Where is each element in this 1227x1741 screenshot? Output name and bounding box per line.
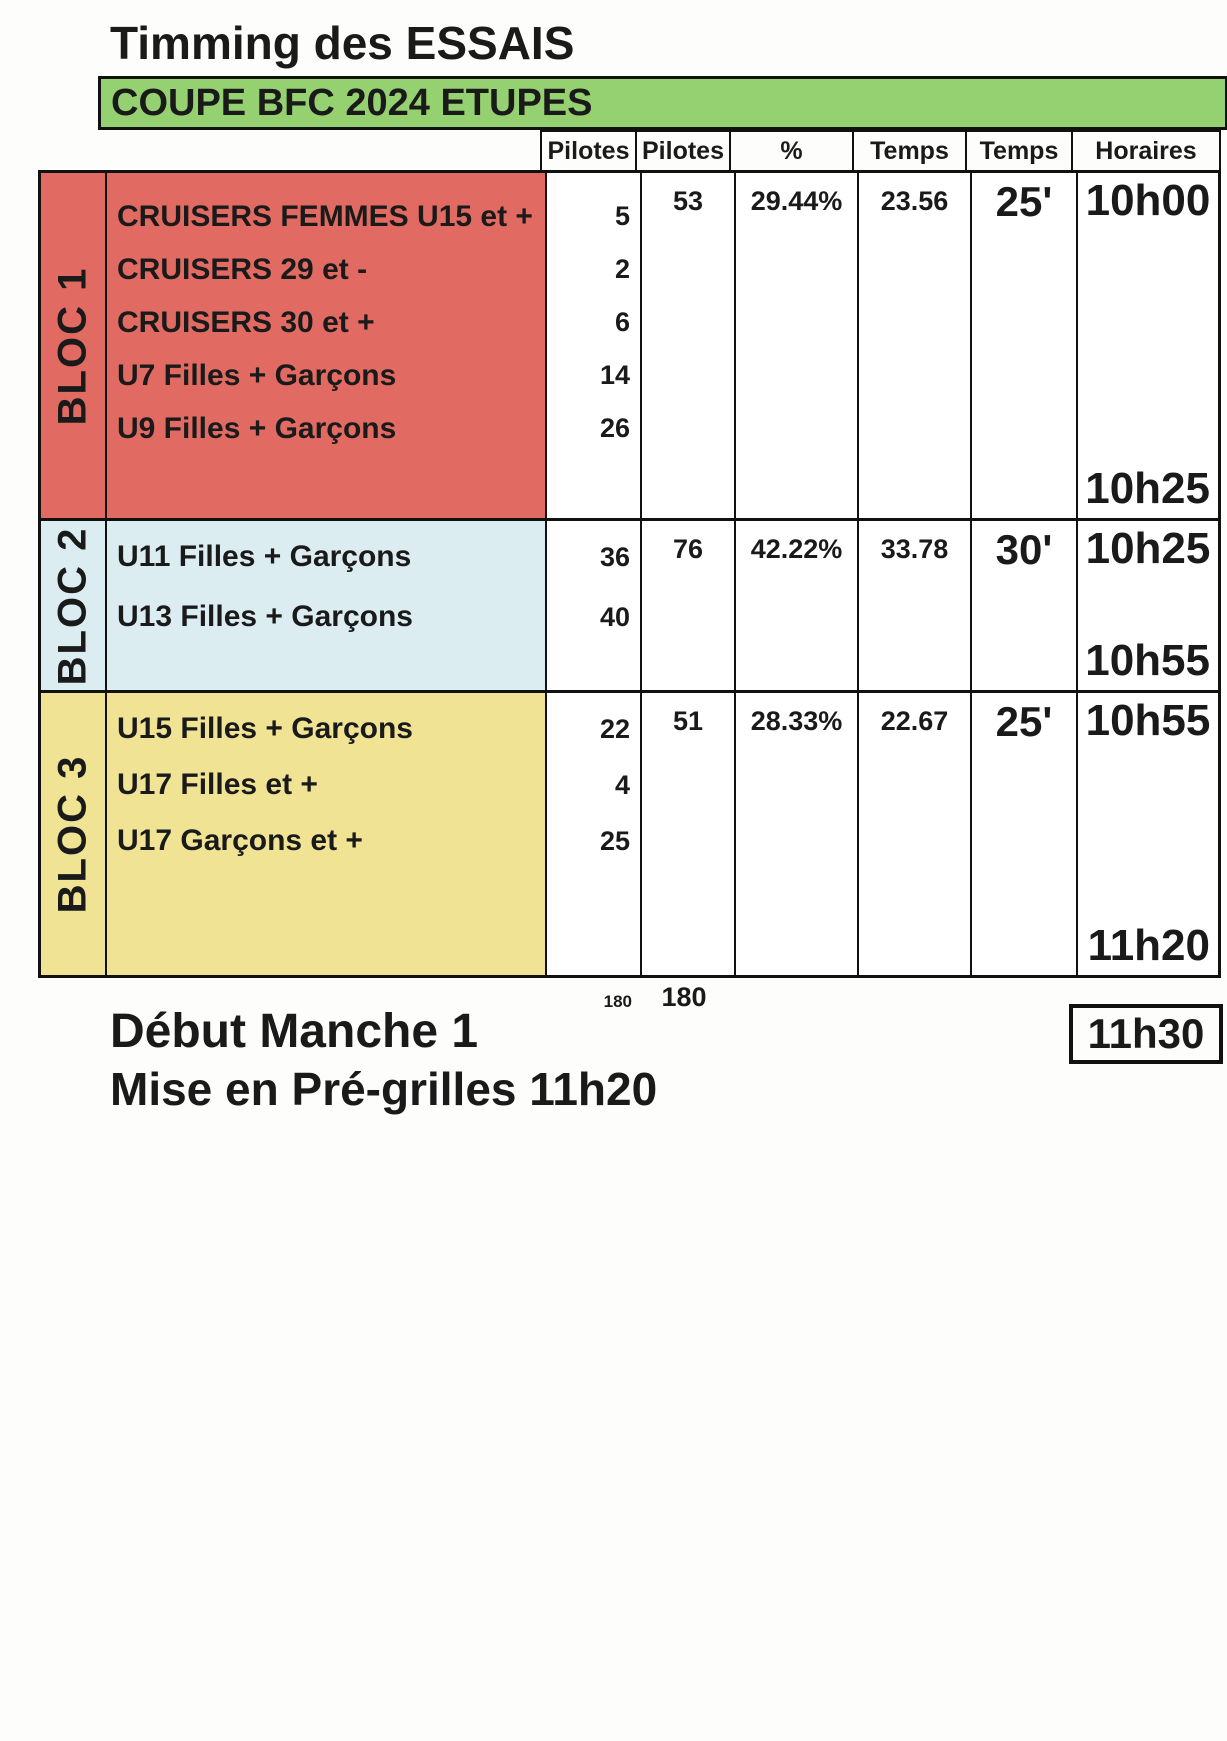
pilotes-count: 14: [599, 360, 630, 390]
pilotes-count: 2: [614, 254, 630, 284]
col-header-percent: %: [729, 130, 854, 172]
category-row: U15 Filles + Garçons: [117, 712, 413, 745]
bloc-1-categories-cell: [105, 173, 545, 518]
bloc-1-duree-cell: [970, 173, 1076, 518]
pilotes-total: 51: [672, 706, 704, 736]
bloc-2-total-cell: [640, 521, 734, 690]
bloc-1-label: BLOC 1: [50, 266, 95, 425]
bloc-2-label: BLOC 2: [50, 526, 95, 685]
heure-fin: 10h25: [1085, 464, 1210, 513]
pilotes-count: 6: [614, 307, 630, 337]
footer-debut-manche: Début Manche 1: [110, 1005, 479, 1058]
bloc-3-pilotes-count-cell: [545, 693, 640, 975]
percent-value: 28.33%: [750, 706, 843, 736]
bloc-1-percent-cell: [734, 173, 857, 518]
col-header-horaires: Horaires: [1071, 130, 1221, 172]
col-header-temps-duree: Temps: [965, 130, 1073, 172]
bloc-1-horaires-cell: [1076, 173, 1218, 518]
category-row: U9 Filles + Garçons: [117, 411, 397, 445]
bloc-2-temps-calcule-cell: [857, 521, 970, 690]
grand-total-pilotes-col1: 180: [603, 992, 632, 1011]
pilotes-total: 76: [672, 534, 704, 564]
pilotes-count: 26: [599, 413, 630, 443]
heure-debut: 10h00: [1085, 176, 1211, 225]
category-row: CRUISERS 29 et -: [117, 252, 368, 286]
heure-fin: 10h55: [1085, 636, 1210, 685]
bloc-2-pilotes-count-cell: [545, 521, 640, 690]
bloc-3: [41, 690, 1218, 975]
heure-debut: 10h55: [1085, 696, 1211, 745]
category-row: U7 Filles + Garçons: [117, 358, 397, 392]
pilotes-count: 36: [599, 541, 630, 572]
bloc-3-categories-cell: [105, 693, 545, 975]
category-row: U17 Filles et +: [117, 768, 318, 801]
page-title: Timming des ESSAIS: [110, 17, 575, 69]
category-row: U13 Filles + Garçons: [117, 600, 413, 633]
table-header-row: [540, 130, 1221, 172]
bloc-3-percent-cell: [734, 693, 857, 975]
pilotes-count: 22: [599, 713, 630, 744]
duree-value: 25': [995, 178, 1053, 225]
category-row: CRUISERS FEMMES U15 et +: [117, 199, 533, 233]
category-row: U11 Filles + Garçons: [117, 540, 412, 573]
bloc-2-horaires-cell: [1076, 521, 1218, 690]
bloc-1-pilotes-count-cell: [545, 173, 640, 518]
temps-calcule: 23.56: [880, 186, 949, 216]
bloc-3-temps-calcule-cell: [857, 693, 970, 975]
category-row: CRUISERS 30 et +: [117, 305, 375, 339]
grand-total-pilotes-col2: 180: [661, 982, 707, 1012]
bloc-2-percent-cell: [734, 521, 857, 690]
pilotes-total: 53: [672, 186, 704, 216]
pilotes-count: 5: [614, 201, 630, 231]
temps-calcule: 22.67: [880, 706, 949, 736]
percent-value: 42.22%: [750, 534, 843, 564]
category-row: U17 Garçons et +: [117, 824, 363, 857]
event-banner: COUPE BFC 2024 ETUPES: [98, 76, 1227, 130]
bloc-3-label-cell: [41, 693, 105, 975]
col-header-temps-calcule: Temps: [852, 130, 967, 172]
temps-calcule: 33.78: [880, 534, 949, 564]
bloc-1: [41, 173, 1218, 518]
footer-mise-en-pregrilles: Mise en Pré-grilles 11h20: [110, 1063, 658, 1115]
bloc-1-label-cell: [41, 173, 105, 518]
duree-value: 30': [995, 526, 1053, 573]
pilotes-count: 4: [614, 769, 630, 800]
bloc-2-label-cell: [41, 521, 105, 690]
bloc-1-total-cell: [640, 173, 734, 518]
col-header-pilotes-count: Pilotes: [540, 130, 637, 172]
bloc-1-temps-calcule-cell: [857, 173, 970, 518]
heure-debut: 10h25: [1085, 524, 1211, 573]
percent-value: 29.44%: [750, 186, 843, 216]
pilotes-count: 25: [599, 825, 630, 856]
bloc-3-total-cell: [640, 693, 734, 975]
pilotes-count: 40: [599, 601, 630, 632]
start-time-box: 11h30: [1069, 1004, 1223, 1064]
timing-table: [38, 170, 1221, 978]
col-header-pilotes-total: Pilotes: [635, 130, 731, 172]
bloc-3-horaires-cell: [1076, 693, 1218, 975]
bloc-2-duree-cell: [970, 521, 1076, 690]
bloc-2-categories-cell: [105, 521, 545, 690]
bloc-3-duree-cell: [970, 693, 1076, 975]
duree-value: 25': [995, 698, 1053, 745]
bloc-3-label: BLOC 3: [50, 754, 95, 914]
heure-fin: 11h20: [1087, 921, 1210, 970]
bloc-2: [41, 518, 1218, 690]
